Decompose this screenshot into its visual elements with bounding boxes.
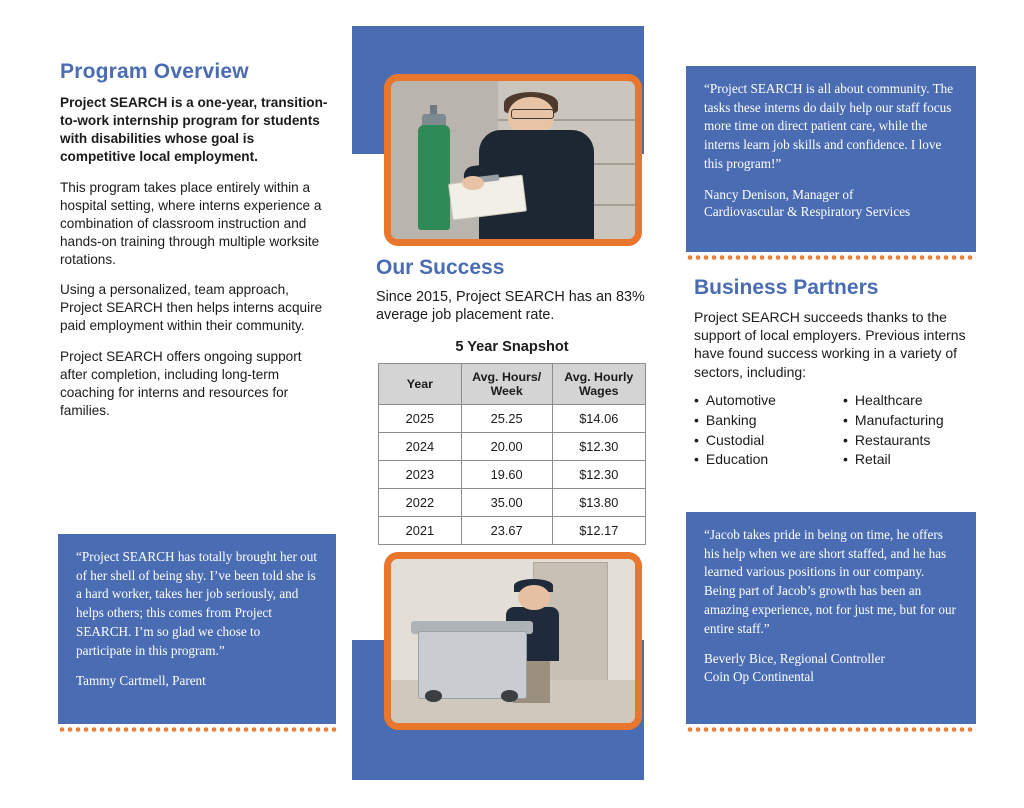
list-item: • Banking <box>694 411 825 431</box>
photo-bottom-cart-wheel-left <box>425 690 442 701</box>
table-row <box>379 461 646 489</box>
business-partners-text: Project SEARCH succeeds thanks to the support of local employers. Previous interns have found success working in a variety of sectors, including: <box>694 309 966 380</box>
cell-wages: $13.80 <box>552 489 645 517</box>
list-item: • Education <box>694 450 825 470</box>
column-header-avg-wages: Avg. Hourly Wages <box>552 363 645 405</box>
our-success-title: Our Success <box>376 256 505 279</box>
photo-bottom-content <box>391 559 635 723</box>
intern-with-cart-photo <box>384 552 642 730</box>
snapshot-table-head <box>379 363 646 405</box>
list-item: • Custodial <box>694 431 825 451</box>
photo-top-person-hand <box>462 176 484 190</box>
testimonial-manager-attribution <box>704 186 958 222</box>
cell-year: 2025 <box>379 405 462 433</box>
photo-top-oxygen-tank <box>418 125 450 229</box>
testimonial-parent-attribution: Tammy Cartmell, Parent <box>76 673 206 689</box>
program-overview-paragraph-4: Project SEARCH offers ongoing support after completion, including long-term coaching for interns and resources for families. <box>60 349 302 419</box>
cell-wages: $14.06 <box>552 405 645 433</box>
cell-year: 2022 <box>379 489 462 517</box>
photo-bottom-cart <box>418 631 527 699</box>
snapshot-table <box>378 363 646 546</box>
cell-year: 2023 <box>379 461 462 489</box>
table-row <box>379 489 646 517</box>
program-overview-title: Program Overview <box>60 60 249 83</box>
snapshot-table-body <box>379 405 646 545</box>
testimonial-employer-text: “Jacob takes pride in being on time, he offers his help when we are short staffed, and he has learned various positions in our company. Being part of Jacob’s growth has been an amazing experience, not for just me, but for our entire staff.” <box>704 527 956 636</box>
list-item: • Automotive <box>694 391 825 411</box>
snapshot-title: 5 Year Snapshot <box>455 338 569 355</box>
photo-top-person-glasses <box>511 109 554 119</box>
cell-year: 2021 <box>379 517 462 545</box>
cell-wages: $12.17 <box>552 517 645 545</box>
photo-bottom-person-head <box>518 585 550 610</box>
table-header-row <box>379 363 646 405</box>
photo-top-content <box>391 81 635 239</box>
table-row <box>379 433 646 461</box>
cell-hours: 25.25 <box>461 405 552 433</box>
program-overview-paragraph-2: This program takes place entirely within a hospital setting, where interns experience a combination of classroom instruction and hands-on training through multiple worksite rotations. <box>60 179 322 267</box>
testimonial-employer <box>686 512 976 724</box>
cell-hours: 19.60 <box>461 461 552 489</box>
list-item: • Healthcare <box>843 391 974 411</box>
our-success-text: Since 2015, Project SEARCH has an 83% average job placement rate. <box>376 289 645 324</box>
dotted-rule-left <box>58 726 336 733</box>
sectors-column-2 <box>843 391 974 471</box>
business-partners-section <box>694 276 974 470</box>
our-success-section <box>376 256 648 545</box>
column-header-avg-hours: Avg. Hours/ Week <box>461 363 552 405</box>
cell-hours: 23.67 <box>461 517 552 545</box>
cell-year: 2024 <box>379 433 462 461</box>
testimonial-manager-attribution-line1: Nancy Denison, Manager of <box>704 186 854 202</box>
testimonial-manager-attribution-line2: Cardiovascular & Respiratory Services <box>704 204 911 220</box>
table-row <box>379 405 646 433</box>
testimonial-employer-attribution-line2: Coin Op Continental <box>704 669 814 685</box>
list-item: • Restaurants <box>843 431 974 451</box>
testimonial-parent <box>58 534 336 724</box>
testimonial-employer-attribution-line1: Beverly Bice, Regional Controller <box>704 651 885 667</box>
sectors-list <box>694 391 974 471</box>
column-header-year: Year <box>379 363 462 405</box>
dotted-rule-top-right <box>686 254 976 261</box>
cell-hours: 20.00 <box>461 433 552 461</box>
program-overview-section <box>60 60 332 433</box>
business-partners-title: Business Partners <box>694 276 879 299</box>
testimonial-parent-text: “Project SEARCH has totally brought her out of her shell of being shy. I’ve been told she is a hard worker, takes her job seriously, and helps others; this comes from Project SEARCH. I’m so glad we chose to participate in this program.” <box>76 549 318 658</box>
list-item: • Retail <box>843 450 974 470</box>
testimonial-manager-text: “Project SEARCH is all about community. The tasks these interns do daily help our staff focus more time on direct patient care, while the interns learn job skills and confidence. I love this program!” <box>704 81 954 171</box>
photo-bottom-cart-wheel-right <box>501 690 518 701</box>
program-overview-paragraph-1: Project SEARCH is a one-year, transition-to-work internship program for students with disabilities whose goal is competitive local employment. <box>60 95 328 164</box>
cell-wages: $12.30 <box>552 461 645 489</box>
list-item: • Manufacturing <box>843 411 974 431</box>
sectors-column-1 <box>694 391 825 471</box>
cell-wages: $12.30 <box>552 433 645 461</box>
dotted-rule-bottom-right <box>686 726 976 733</box>
testimonial-manager <box>686 66 976 252</box>
intern-with-clipboard-photo <box>384 74 642 246</box>
cell-hours: 35.00 <box>461 489 552 517</box>
testimonial-employer-attribution <box>704 650 958 686</box>
program-overview-paragraph-3: Using a personalized, team approach, Project SEARCH then helps interns acquire paid employment within their community. <box>60 282 323 334</box>
table-row <box>379 517 646 545</box>
